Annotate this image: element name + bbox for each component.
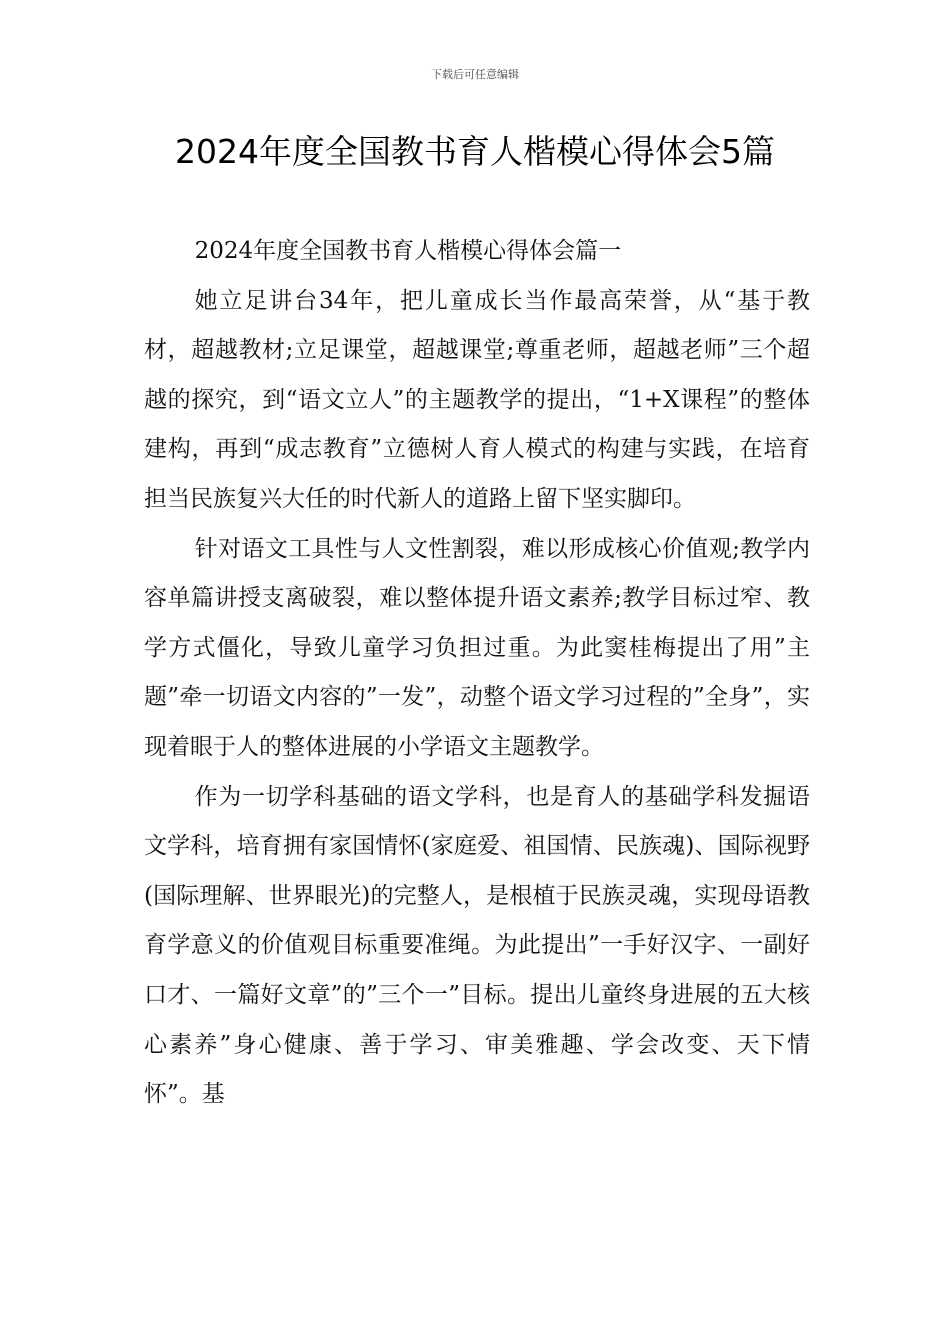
header-note: 下载后可任意编辑 (431, 68, 519, 81)
paragraph-1: 她立足讲台34年，把儿童成长当作最高荣誉，从“基于教材，超越教材;立足课堂，超越课堂;尊重老师，超越老师”三个超越的探究，到“语文立人”的主题教学的提出，“1+X课程”的整体建构，再到“成志教育”立德树人育人模式的构建与实践，在培育担当民族复兴大任的时代新人的道路上留下坚实脚印。 (144, 287, 810, 512)
section-heading: 2024年度全国教书育人楷模心得体会篇一 (194, 238, 622, 264)
document-title: 2024年度全国教书育人楷模心得体会5篇 (175, 132, 775, 171)
document-body (144, 227, 810, 1120)
paragraph-2: 针对语文工具性与人文性割裂，难以形成核心价值观;教学内容单篇讲授支离破裂，难以整体提升语文素养;教学目标过窄、教学方式僵化，导致儿童学习负担过重。为此窦桂梅提出了用”主题”牵一切语文内容的”一发”，动整个语文学习过程的”全身”，实现着眼于人的整体进展的小学语文主题教学。 (144, 535, 810, 760)
paragraph-3: 作为一切学科基础的语文学科，也是育人的基础学科发掘语文学科，培育拥有家国情怀(家庭爱、祖国情、民族魂)、国际视野(国际理解、世界眼光)的完整人，是根植于民族灵魂，实现母语教育学意义的价值观目标重要准绳。为此提出”一手好汉字、一副好口才、一篇好文章”的”三个一”目标。提出儿童终身进展的五大核心素养”身心健康、善于学习、审美雅趣、学会改变、天下情怀”。基 (144, 783, 810, 1108)
